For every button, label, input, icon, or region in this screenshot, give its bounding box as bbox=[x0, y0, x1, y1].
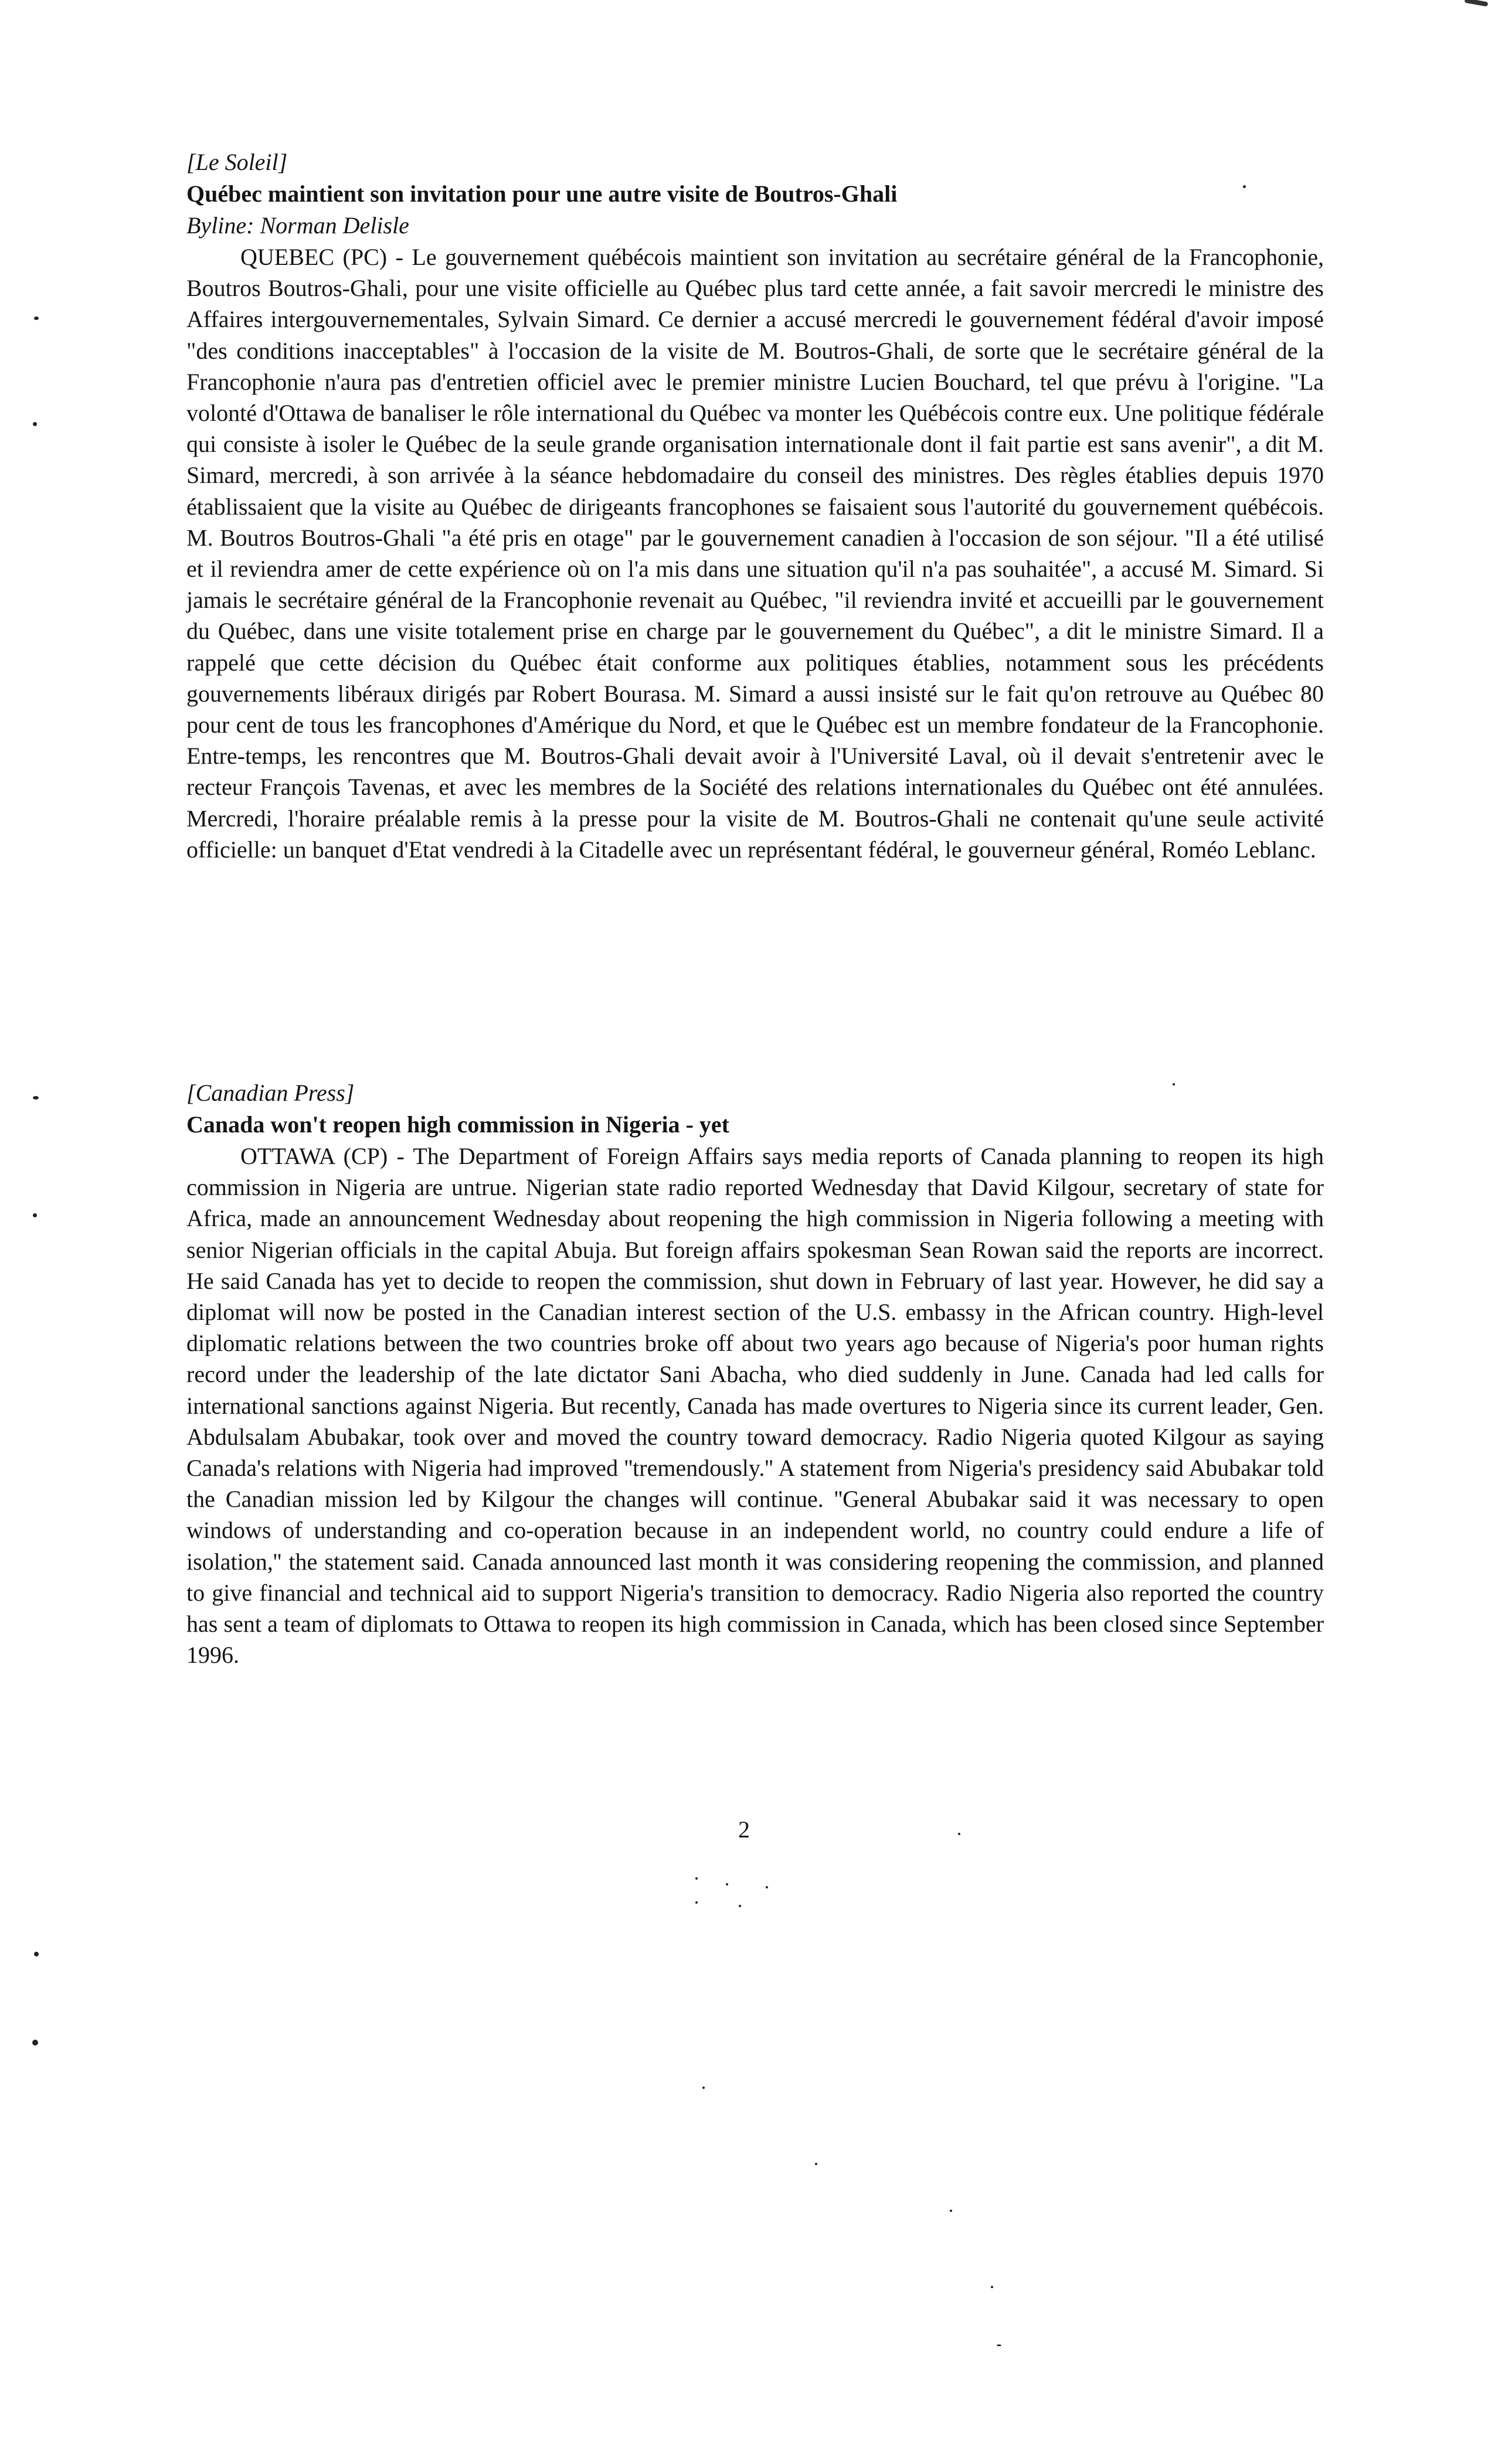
scan-speck bbox=[739, 1905, 741, 1907]
scan-speck bbox=[33, 1096, 39, 1100]
scan-speck bbox=[958, 1833, 960, 1835]
scan-speck bbox=[991, 2286, 993, 2288]
scan-edge-mark bbox=[1465, 0, 1488, 6]
article-headline: Canada won't reopen high commission in Nigeria - yet bbox=[186, 1111, 729, 1138]
byline-name: Norman Delisle bbox=[260, 212, 409, 239]
scan-speck bbox=[702, 2087, 705, 2089]
scan-speck bbox=[997, 2344, 1001, 2346]
article-headline: Québec maintient son invitation pour une autre visite de Boutros-Ghali bbox=[186, 181, 898, 207]
scan-speck bbox=[1173, 1083, 1175, 1085]
scan-speck bbox=[34, 316, 39, 320]
scan-speck bbox=[726, 1883, 728, 1886]
scan-speck bbox=[33, 1213, 37, 1217]
article-body: OTTAWA (CP) - The Department of Foreign Affairs says media reports of Canada planning to reopen its high commission in Nigeria are untrue. Nigerian state radio reported Wednesday that David Kilgour, secretary of state for Africa, made an announcement Wednesday about reopening the high commission in Nigeria following a meeting with senior Nigerian officials in the capital Abuja. But foreign affairs spokesman Sean Rowan said the reports are incorrect. He said Canada has yet to decide to reopen the commission, shut down in February of last year. However, he did say a diplomat will now be posted in the Canadian interest section of the U.S. embassy in the African country. High-level diplomatic relations between the two countries broke off about two years ago because of Nigeria's poor human rights record under the leadership of the late dictator Sani Abacha, who died suddenly in June. Canada had led calls for international sanctions against Nigeria. But recently, Canada has made overtures to Nigeria since its current leader, Gen. Abdulsalam Abubakar, took over and moved the country toward democracy. Radio Nigeria quoted Kilgour as saying Canada's relations with Nigeria had improved ''tremendously.'' A statement from Nigeria's presidency said Abubakar told the Canadian mission led by Kilgour the changes will continue. ''General Abubakar said it was necessary to open windows of understanding and co-operation because in an independent world, no country could endure a life of isolation,'' the statement said. Canada announced last month it was considering reopening the commission, and planned to give financial and technical aid to support Nigeria's transition to democracy. Radio Nigeria also reported the country has sent a team of diplomats to Ottawa to reopen its high commission in Canada, which has been closed since September 1996. bbox=[186, 1143, 1324, 1669]
article-source: [Le Soleil] bbox=[186, 149, 288, 175]
scan-speck bbox=[33, 422, 37, 426]
scan-speck bbox=[766, 1886, 768, 1888]
scan-speck bbox=[695, 1901, 698, 1904]
article-body: QUEBEC (PC) - Le gouvernement québécois maintient son invitation au secrétaire général de la Francophonie, Boutros Boutros-Ghali, pour une visite officielle au Québec plus tard cette année, a fait savoir mercredi le ministre des Affaires intergouvernementales, Sylvain Simard. Ce dernier a accusé mercredi le gouvernement fédéral d'avoir imposé "des conditions inacceptables" à l'occasion de la visite de M. Boutros-Ghali, de sorte que le secrétaire général de la Francophonie n'aura pas d'entretien officiel avec le premier ministre Lucien Bouchard, tel que prévu à l'origine. "La volonté d'Ottawa de banaliser le rôle international du Québec va monter les Québécois contre eux. Une politique fédérale qui consiste à isoler le Québec de la seule grande organisation internationale dont il fait partie est sans avenir", a dit M. Simard, mercredi, à son arrivée à la séance hebdomadaire du conseil des ministres. Des règles établies depuis 1970 établissaient que la visite au Québec de dirigeants francophones se faisaient sous l'autorité du gouvernement québécois. M. Boutros Boutros-Ghali "a été pris en otage" par le gouvernement canadien à l'occasion de son séjour. "Il a été utilisé et il reviendra amer de cette expérience où on l'a mis dans une situation qu'il n'a pas souhaitée", a accusé M. Simard. Si jamais le secrétaire général de la Francophonie revenait au Québec, "il reviendra invité et accueilli par le gouvernement du Québec, dans une visite totalement prise en charge par le gouvernement du Québec", a dit le ministre Simard. Il a rappelé que cette décision du Québec était conforme aux politiques établies, notamment sous les précédents gouvernements libéraux dirigés par Robert Bourasa. M. Simard a aussi insisté sur le fait qu'on retrouve au Québec 80 pour cent de tous les francophones d'Amérique du Nord, et que le Québec est un membre fondateur de la Francophonie. Entre-temps, les rencontres que M. Boutros-Ghali devait avoir à l'Université Laval, où il devait s'entretenir avec le recteur François Tavenas, et avec les membres de la Société des relations internationales du Québec ont été annulées. Mercredi, l'horaire préalable remis à la presse pour la visite de M. Boutros-Ghali ne contenait qu'une seule activité officielle: un banquet d'Etat vendredi à la Citadelle avec un représentant fédéral, le gouverneur général, Roméo Leblanc. bbox=[186, 244, 1324, 863]
scan-speck bbox=[34, 1952, 39, 1956]
scan-speck bbox=[950, 2210, 952, 2212]
scan-speck bbox=[1243, 185, 1246, 188]
article-canadian-press bbox=[186, 1077, 1324, 1670]
article-source: [Canadian Press] bbox=[186, 1080, 355, 1106]
article-le-soleil bbox=[186, 147, 1324, 865]
scan-speck bbox=[32, 2040, 38, 2046]
scan-speck bbox=[815, 2163, 817, 2165]
article-byline bbox=[186, 210, 1324, 241]
scan-speck bbox=[695, 1877, 698, 1880]
page-number: 2 bbox=[738, 1816, 750, 1843]
byline-label: Byline: bbox=[186, 212, 254, 239]
